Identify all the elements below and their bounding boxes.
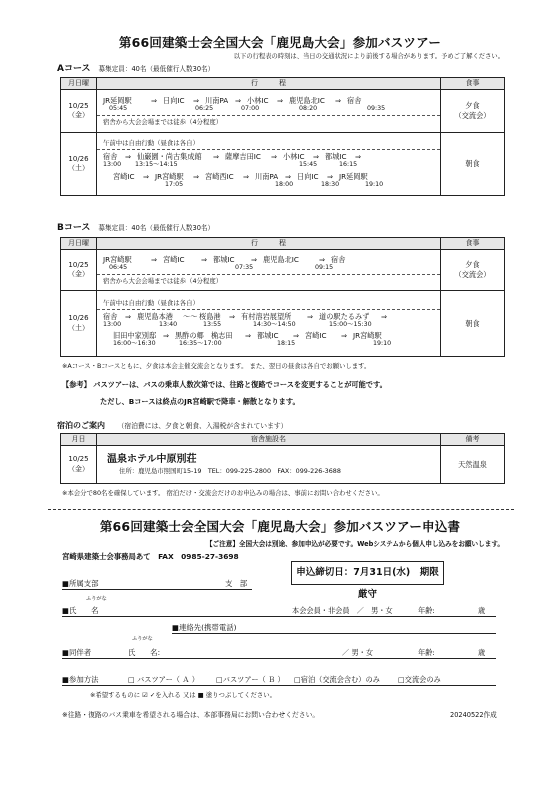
footer-note: ※往路・復路のバス乗車を希望される場合は、本部事務局にお問い合わせください。 <box>62 711 320 719</box>
form-fax-to: 宮崎県建築士会事務局あて FAX 0985-27-3698 <box>62 552 239 561</box>
header-date: 月日曜 <box>61 78 97 90</box>
contact-label: ■連絡先(携帯電話) <box>172 623 237 632</box>
companion-age-unit: 歳 <box>478 648 486 657</box>
course-a-day1-date: 10/25 （金） <box>61 90 97 133</box>
hotel-name: 温泉ホテル中原別荘 <box>107 453 197 465</box>
course-b-day2-route <box>97 291 441 357</box>
course-b-day2-date: 10/26 （土） <box>61 291 97 357</box>
course-b-day2-meal: 朝食 <box>441 291 505 357</box>
course-b-table <box>60 237 505 357</box>
hotel-address: 住所：鹿児島市照国町15-19 TEL：099-225-2800 FAX：099-226-3688 <box>119 467 341 476</box>
header-route: 行 程 <box>97 238 441 250</box>
course-a-day1-meal: 夕食 （交流会） <box>441 90 505 133</box>
header-meal: 食事 <box>441 238 505 250</box>
walk-note: 宿舎から大会会場までは徒歩（4分程度） <box>103 276 223 285</box>
route-times: 05:45 06:25 07:00 08:20 09:35 <box>109 105 386 113</box>
reference-note-1: 【参考】 バスツアーは、バスの乗車人数次第では、往路と復路でコースを変更することが可能です。 <box>62 380 387 389</box>
route-stops-2: 旧田中家別邸 ⇒ 黒酢の郷 桷志田 ⇒ 都城IC ⇒ 宮崎IC ⇒ JR宮崎駅 <box>113 331 382 340</box>
contact-field[interactable] <box>172 633 496 634</box>
method-label: ■参加方法 <box>62 675 99 684</box>
course-a-day1-route <box>97 90 441 133</box>
option-party[interactable]: □交流会のみ <box>398 675 441 684</box>
course-a-day2-route <box>97 133 441 196</box>
option-lodging[interactable]: □宿泊（交流会含む）のみ <box>294 675 380 684</box>
route-stops: 宿舎 ⇒ 鹿児島本港 ～～ 桜島港 ⇒ 有村溶岩展望所 ⇒ 道の駅たるみず ⇒ <box>103 312 388 322</box>
age-label: 年齢: <box>418 606 435 615</box>
free-time: 午前中は自由行動（昼食は各自） <box>103 139 199 148</box>
header-route: 行 程 <box>97 78 441 90</box>
lodging-date: 10/25 （金） <box>61 446 97 484</box>
option-bus-a[interactable]: □ バスツアー（ Ａ ） <box>128 675 199 684</box>
course-a-heading <box>57 64 214 75</box>
course-b-day1-date: 10/25 （金） <box>61 250 97 291</box>
reserve-note: ※本会分で80名を確保しています。 宿泊だけ・交流会だけのお申込みの場合は、事前にお問い合わせください。 <box>62 489 384 497</box>
companion-label: ■同伴者 <box>62 648 92 657</box>
header-meal: 食事 <box>441 78 505 90</box>
check-hint: ※希望するものに ☑ ✓を入れる 又は ■ 塗りつぶしてください。 <box>90 691 277 699</box>
name-label: ■氏 名 <box>62 606 99 615</box>
course-a-table <box>60 77 505 196</box>
route-stops: 宿舎 ⇒ 仙巌園・尚古集成館 ⇒ 薩摩吉田IC ⇒ 小林IC ⇒ 都城IC ⇒ <box>103 152 362 162</box>
cut-line <box>48 509 514 510</box>
course-b-capacity: 募集定員：40名（最低催行人数30名） <box>98 224 215 232</box>
route-stops: JR宮崎駅 ⇒ 宮崎IC ⇒ 都城IC ⇒ 鹿児島北IC ⇒ 宿舎 <box>103 255 346 265</box>
course-b-day1-meal: 夕食 （交流会） <box>441 250 505 291</box>
route-times: 06:45 07:35 09:15 <box>109 264 334 272</box>
companion-field[interactable] <box>62 658 496 659</box>
reference-note-2: ただし、Bコースは終点のJR宮崎駅で降車・解散となります。 <box>100 397 300 406</box>
lodging-header-date: 月日 <box>61 434 97 446</box>
course-a-day2-meal: 朝食 <box>441 133 505 196</box>
lodging-header-facility: 宿舎施設名 <box>97 434 441 446</box>
branch-label: ■所属支部 <box>62 579 99 588</box>
lodging-heading-row <box>57 421 287 431</box>
lodging-facility <box>97 446 441 484</box>
name-furigana: ふりがな <box>86 596 107 602</box>
lodging-header-remarks: 備考 <box>441 434 505 446</box>
bus-note: ※Aコース・Bコースともに、夕食は本会主催交流会となります。 また、翌日の昼食は各自でお願いします。 <box>62 362 371 370</box>
form-caution: 【ご注意】全国大会は別途、参加申込が必要です。Webシステムから個人申し込みをお願いします。 <box>205 540 504 548</box>
header-date: 月日曜 <box>61 238 97 250</box>
schedule-note: 以下の行程表の時刻は、当日の交通状況により前後する場合があります。予めご了解ください。 <box>233 53 504 60</box>
route-stops-2: 宮崎IC ⇒ JR宮崎駅 ⇒ 宮崎西IC ⇒ 川南PA ⇒ 日向IC ⇒ JR延岡駅 <box>113 172 368 181</box>
lodging-heading: 宿泊のご案内 <box>57 421 105 430</box>
course-a-capacity: 募集定員：40名（最低催行人数30名） <box>98 65 215 73</box>
branch-field[interactable] <box>110 583 222 589</box>
created-date: 20240522作成 <box>450 711 497 719</box>
course-a-day2-date: 10/26 （土） <box>61 133 97 196</box>
member-type[interactable]: 本会会員・非会員 ／ 男・女 <box>292 606 393 615</box>
age-unit: 歳 <box>478 606 486 615</box>
route-stops: JR延岡駅 ⇒ 日向IC ⇒ 川南PA ⇒ 小林IC ⇒ 鹿児島北IC ⇒ 宿舎 <box>103 96 362 106</box>
page-title: 第66回建築士会全国大会「鹿児島大会」参加バスツアー <box>118 35 442 50</box>
method-line <box>62 685 496 686</box>
form-title: 第66回建築士会全国大会「鹿児島大会」参加バスツアー申込書 <box>99 519 461 534</box>
route-times-2: 17:05 18:00 18:30 19:10 <box>165 181 384 188</box>
course-b-day1-route <box>97 250 441 291</box>
route-times: 13:00 13:40 13:55 14:30～14:50 15:00～15:30 <box>103 321 372 329</box>
option-bus-b[interactable]: □バスツアー（ Ｂ ） <box>216 675 285 684</box>
branch-suffix: 支 部 <box>225 579 248 588</box>
name-field[interactable] <box>62 616 496 617</box>
route-times-2: 16:00～16:30 16:35～17:00 18:15 19:10 <box>113 340 392 347</box>
branch-line <box>62 589 252 590</box>
companion-name-label: 氏 名: <box>128 648 161 657</box>
lodging-note: （宿泊費には、夕食と朝食、入湯税が含まれています） <box>117 422 288 430</box>
lodging-table <box>60 433 505 484</box>
course-b-name: Bコース <box>57 223 91 233</box>
course-b-heading <box>57 223 214 234</box>
course-a-name: Aコース <box>57 64 91 74</box>
companion-gender[interactable]: ／ 男・女 <box>342 648 374 657</box>
companion-furigana: ふりがな <box>132 636 153 642</box>
deadline-box: 申込締切日：7月31日(水) 期限厳守 <box>291 561 444 585</box>
lodging-remark: 天然温泉 <box>441 446 505 484</box>
companion-age-label: 年齢: <box>418 648 435 657</box>
free-time: 午前中は自由行動（昼食は各自） <box>103 299 199 308</box>
walk-note: 宿舎から大会会場までは徒歩（4分程度） <box>103 117 223 126</box>
route-times: 13:00 13:15～14:15 15:45 16:15 <box>103 161 358 169</box>
